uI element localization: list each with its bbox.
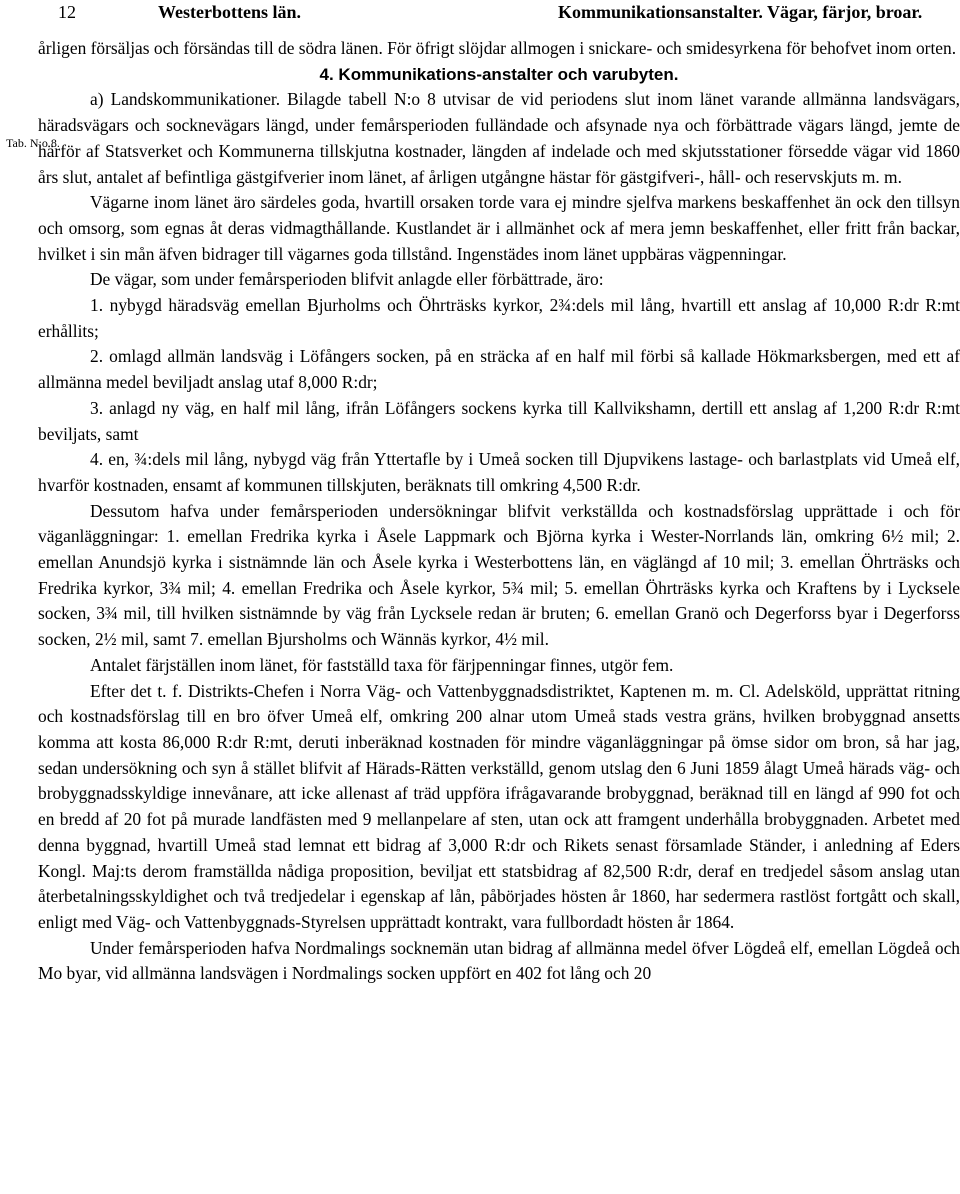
page-number: 12	[58, 2, 76, 22]
list-item: 1. nybygd häradsväg emellan Bjurholms och Öhrträsks kyrkor, 2¾:dels mil lång, hvartill ett anslag af 10,000 R:dr R:mt erhållits;	[38, 295, 960, 341]
paragraph: Dessutom hafva under femårsperioden undersökningar blifvit verkställda och kostnadsförslag upprättade i och för väganläggningar: 1. emellan Fredrika kyrka i Åsele Lappmark och Björna kyrka i Wester-Norrlands län, omkring 6½ mil; 2. emellan Anundsjö kyrka i sistnämnde län och Åsele kyrka i Westerbottens län, en väglängd af 10 mil; 3. emellan Öhrträsks och Fredrika kyrkor, 3¾ mil; 4. emellan Fredrika och Åsele kyrkor, 5¾ mil; 5. emellan Öhrträsks kyrka och Kraftens by i Lycksele socken, 3¾ mil, till hvilken sistnämnde by väg från Lycksele redan är bruten; 6. emellan Granö och Degerforss byar i Degerforss socken, 2½ mil, samt 7. emellan Bjursholms och Wännäs kyrkor, 4½ mil.	[38, 500, 960, 650]
paragraph: Efter det t. f. Distrikts-Chefen i Norra Väg- och Vattenbyggnadsdistriktet, Kaptenen m. m. Cl. Adelsköld, upprättat ritning och kostnadsförslag till en bro öfver Umeå elf, omkring 200 alnar utom Umeå stads vestra gräns, hvilken brobyggnad ansetts komma att kosta 86,000 R:dr R:mt, deruti inberäknad kostnaden för mindre väganläggningar på ömse sidor om bron, så har jag, sedan undersökning och syn å stället blifvit af Härads-Rätten verkställd, genom utslag den 6 Juni 1859 ålagt Umeå härads väg- och brobyggnadsskyldige innevånare, att icke allenast af träd uppföra ifrågavarande brobyggnad, beräknad till en längd af 990 fot och en bredd af 20 fot på murade landfästen med 9 mellanpelare af sten, utan ock att framgent underhålla brobyggnaden. Arbetet med denna byggnad, hvartill Umeå stad lemnat ett bidrag af 3,000 R:dr och Rikets senast församlade Ständer, i anledning af Eders Kongl. Maj:ts derom framställda nådiga proposition, beviljat ett statsbidrag af 82,500 R:dr, deraf en tredjedel såsom anslag utan återbetalningsskyldighet och två tredjedelar i egenskap af lån, påbörjades hösten år 1860, har sedermera rastlöst fortgått och skall, enligt med Väg- och Vattenbyggnads-Styrelsen upprättadt kontrakt, vara fullbordadt hösten år 1864.	[38, 680, 960, 932]
running-title: Westerbottens län.	[158, 2, 301, 22]
body-text	[38, 36, 960, 987]
paragraph: De vägar, som under femårsperioden blifvit anlagde eller förbättrade, äro:	[90, 269, 604, 290]
list-item: 2. omlagd allmän landsväg i Löfångers socken, på en sträcka af en half mil förbi så kallade Hökmarksbergen, med ett af allmänna medel beviljadt anslag utaf 8,000 R:dr;	[38, 346, 960, 393]
section-running-title: Kommunikationsanstalter. Vägar, färjor, broar.	[558, 2, 923, 22]
paragraph: Vägarne inom länet äro särdeles goda, hvartill orsaken torde vara ej mindre sjelfva markens beskaffenhet än ock den tillsyn och omsorg, som egnas åt deras vidmagthållande. Kustlandet är i allmänhet ock af mera jemn beskaffenhet, eller fritt från backar, hvilket i sin mån äfven bidrager till vägarnes goda tillstånd. Ingenstädes inom länet uppbäras vägpenningar.	[38, 192, 960, 264]
paragraph: Antalet färjställen inom länet, för fastställd taxa för färjpenningar finnes, utgör fem.	[90, 654, 674, 675]
paragraph: a) Landskommunikationer. Bilagde tabell N:o 8 utvisar de vid periodens slut inom länet varande allmänna landsvägars, häradsvägars och socknevägars längd, under femårsperioden fulländade och afsynade nya och förbättrade vägars längd, jemte de härför af Statsverket och Kommunerna tillskjutna kostnader, längden af indelade och med skjutsstationer försedde vägar vid 1860 års slut, antalet af befintliga gästgifverier inom länet, af årligen utgångne hästar för gästgifveri-, håll- och reservskjuts m. m.	[38, 89, 960, 187]
list-item: 4. en, ¾:dels mil lång, nybygd väg från Yttertafle by i Umeå socken till Djupvikens lastage- och barlastplats vid Umeå elf, hvarför kostnaden, ensamt af kommunen tillskjuten, beräknats till omkring 4,500 R:dr.	[38, 449, 960, 495]
paragraph: Under femårsperioden hafva Nordmalings socknemän utan bidrag af allmänna medel öfver Lögdeå elf, emellan Lögdeå och Mo byar, vid allmänna landsvägen i Nordmalings socken uppfört en 402 fot lång och 20	[38, 937, 960, 984]
list-item: 3. anlagd ny väg, en half mil lång, ifrån Löfångers sockens kyrka till Kallvikshamn, dertill ett anslag af 1,200 R:dr R:mt beviljats, samt	[38, 397, 960, 444]
margin-table-reference: Tab. N:o 8.	[6, 136, 60, 150]
paragraph: årligen försäljas och försändas till de södra länen. För öfrigt slöjdar allmogen i snickare- och smidesyrkena för behofvet inom orten.	[38, 38, 957, 58]
section-heading: 4. Kommunikations-anstalter och varubyten.	[319, 64, 679, 84]
page-header	[58, 0, 923, 26]
